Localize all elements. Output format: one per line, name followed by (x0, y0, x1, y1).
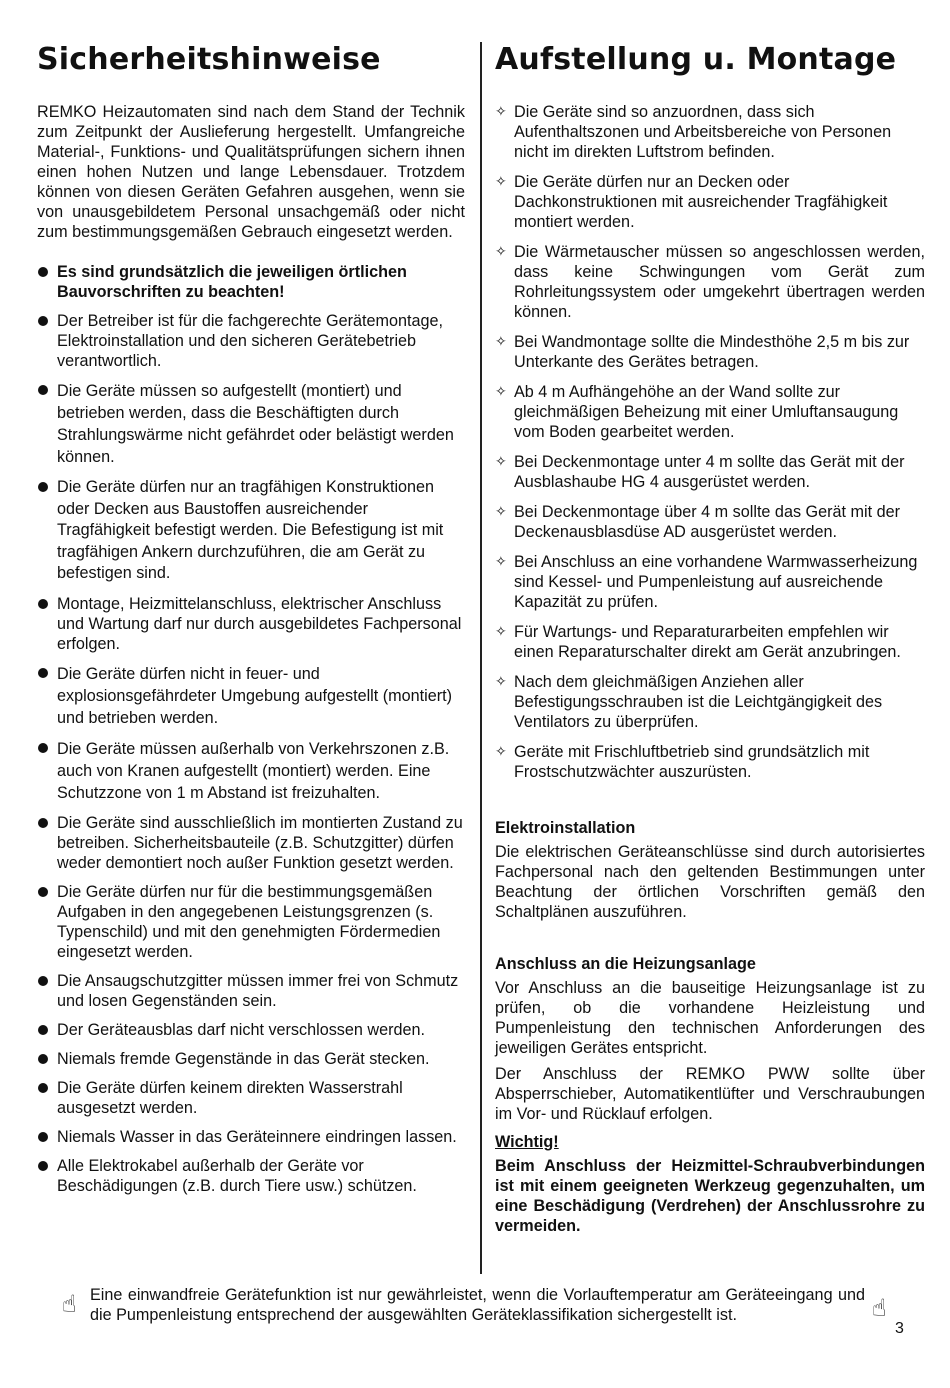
star-bullet-icon: ✧ (495, 104, 507, 120)
star-bullet-icon: ✧ (495, 554, 507, 570)
bullet-dot-icon (38, 887, 48, 897)
list-item: ✧ Bei Deckenmontage über 4 m sollte das Gerät mit der Deckenausblasdüse AD ausgerüstet werden. (495, 503, 900, 541)
list-item: Die Geräte müssen außerhalb von Verkehrszonen z.B. auch von Kranen aufgestellt (montiert) werden. Eine Schutzzone von 1 m Abstand ist freizuhalten. (37, 738, 465, 804)
safety-title: Sicherheitshinweise (37, 42, 381, 77)
star-bullet-icon: ✧ (495, 454, 507, 470)
installation-list (495, 102, 925, 782)
pointing-hand-icon: ☝ (62, 1290, 77, 1318)
pointing-hand-icon: ☝ (872, 1294, 887, 1322)
list-item: Montage, Heizmittelanschluss, elektrischer Anschluss und Wartung darf nur durch ausgebildetes Fachpersonal erfolgen. (37, 594, 465, 654)
elektro-text: Die elektrischen Geräteanschlüsse sind durch autorisiertes Fachpersonal nach den geltenden Bestimmungen unter Beachtung der örtlichen Vorschriften gemäß den Schaltplänen auszuführen. (495, 843, 925, 921)
bullet-dot-icon (38, 316, 48, 326)
anschluss-text-2: Der Anschluss der REMKO PWW sollte über Absperrschieber, Automatikentlüfter und Verschraubungen im Vor- und Rücklauf erfolgen. (495, 1065, 925, 1123)
list-item: Die Geräte dürfen nur für die bestimmungsgemäßen Aufgaben in den angegebenen Leistungsgrenzen (s. Typenschild) und mit den genehmigten Fördermedien eingesetzt werden. (37, 882, 465, 962)
bullet-dot-icon (38, 743, 48, 753)
wichtig-text: Beim Anschluss der Heizmittel-Schraubverbindungen ist mit einem geeigneten Werkzeug gegenzuhalten, um eine Beschädigung (Verdrehen) der Anschlussrohre zu vermeiden. (495, 1157, 925, 1235)
bullet-dot-icon (38, 482, 48, 492)
list-item: Der Betreiber ist für die fachgerechte Gerätemontage, Elektroinstallation und den sicheren Gerätebetrieb verantwortlich. (37, 311, 465, 371)
star-bullet-icon: ✧ (495, 334, 507, 350)
footer-note: Eine einwandfreie Gerätefunktion ist nur gewährleistet, wenn die Vorlauftemperatur am Geräteeingang und die Pumpenleistung entsprechend der ausgewählten Geräteklassifikation sichergestellt ist. (90, 1286, 865, 1324)
list-item: Die Ansaugschutzgitter müssen immer frei von Schmutz und losen Gegenständen sein. (37, 971, 465, 1011)
bullet-dot-icon (38, 1054, 48, 1064)
list-item: ✧ Bei Wandmontage sollte die Mindesthöhe 2,5 m bis zur Unterkante des Gerätes betragen. (495, 333, 910, 371)
list-item: Die Geräte dürfen nur an tragfähigen Konstruktionen oder Decken aus Baustoffen ausreichender Tragfähigkeit befestigt werden. Die Befestigung ist mit tragfähigen Ankern durchzuführen, die am Gerät zu befestigen sind. (37, 477, 465, 585)
bullet-dot-icon (38, 976, 48, 986)
bullet-dot-icon (38, 1083, 48, 1093)
bullet-dot-icon (38, 818, 48, 828)
safety-intro: REMKO Heizautomaten sind nach dem Stand der Technik zum Zeitpunkt der Auslieferung hergestellt. Umfangreiche Material-, Funktions- und Qualitätsprüfungen sichern ihnen einen hohen Nutzen und lange Lebensdauer. Trotzdem können von diesen Geräten Gefahren ausgehen, wenn sie von unausgebildetem Personal unsachgemäß oder nicht zum bestimmungsgemäßen Gebrauch eingesetzt werden. (37, 103, 465, 241)
list-item: Die Geräte dürfen nicht in feuer- und explosionsgefährdeter Umgebung aufgestellt (montiert) und betrieben werden. (37, 663, 465, 729)
list-item: Alle Elektrokabel außerhalb der Geräte vor Beschädigungen (z.B. durch Tiere usw.) schützen. (37, 1156, 465, 1196)
star-bullet-icon: ✧ (495, 744, 507, 760)
star-bullet-icon: ✧ (495, 674, 507, 690)
anschluss-heading: Anschluss an die Heizungsanlage (495, 955, 756, 973)
bullet-dot-icon (38, 385, 48, 395)
list-item: Es sind grundsätzlich die jeweiligen örtlichen Bauvorschriften zu beachten! (37, 262, 465, 302)
elektro-heading: Elektroinstallation (495, 819, 636, 837)
bullet-dot-icon (38, 267, 48, 277)
installation-title: Aufstellung u. Montage (495, 42, 897, 77)
star-bullet-icon: ✧ (495, 384, 507, 400)
list-item: ✧ Ab 4 m Aufhängehöhe an der Wand sollte zur gleichmäßigen Beheizung mit einer Umluftansaugung vom Boden gearbeitet werden. (495, 383, 899, 441)
page-number: 3 (895, 1320, 904, 1337)
list-item: ✧ Geräte mit Frischluftbetrieb sind grundsätzlich mit Frostschutzwächter auszurüsten. (495, 743, 870, 781)
wichtig-heading: Wichtig! (495, 1133, 559, 1151)
list-item: Niemals fremde Gegenstände in das Gerät stecken. (37, 1049, 465, 1069)
list-item: ✧ Die Geräte sind so anzuordnen, dass sich Aufenthaltszonen und Arbeitsbereiche von Personen nicht im direkten Luftstrom befinden. (495, 103, 892, 161)
list-item: Die Geräte dürfen keinem direkten Wasserstrahl ausgesetzt werden. (37, 1078, 465, 1118)
list-item: ✧ Die Wärmetauscher müssen so angeschlossen werden, dass keine Schwingungen vom Gerät zum Rohrleitungssystem oder umgekehrt übertragen werden können. (495, 243, 925, 321)
list-item: Niemals Wasser in das Geräteinnere eindringen lassen. (37, 1127, 465, 1147)
bullet-dot-icon (38, 1161, 48, 1171)
star-bullet-icon: ✧ (495, 174, 507, 190)
anschluss-text-1: Vor Anschluss an die bauseitige Heizungsanlage ist zu prüfen, ob die vorhandene Heizleistung und Pumpenleistung den technischen Anforderungen des jeweiligen Gerätes entspricht. (495, 979, 925, 1057)
bullet-dot-icon (38, 1132, 48, 1142)
list-item: ✧ Die Geräte dürfen nur an Decken oder Dachkonstruktionen mit ausreichender Tragfähigkeit montiert werden. (495, 173, 888, 231)
safety-list (37, 262, 465, 1196)
star-bullet-icon: ✧ (495, 504, 507, 520)
bullet-dot-icon (38, 1025, 48, 1035)
list-item: Die Geräte müssen so aufgestellt (montiert) und betrieben werden, dass die Beschäftigten durch Strahlungswärme nicht gefährdet oder belästigt werden können. (37, 380, 465, 468)
star-bullet-icon: ✧ (495, 244, 507, 260)
list-item: ✧ Bei Deckenmontage unter 4 m sollte das Gerät mit der Ausblashaube HG 4 ausgerüstet werden. (495, 453, 905, 491)
bullet-dot-icon (38, 668, 48, 678)
list-item: Die Geräte sind ausschließlich im montierten Zustand zu betreiben. Sicherheitsbauteile (z.B. Schutzgitter) dürfen weder demontiert noch außer Funktion gesetzt werden. (37, 813, 465, 873)
star-bullet-icon: ✧ (495, 624, 507, 640)
column-divider (480, 42, 482, 1274)
list-item: ✧ Für Wartungs- und Reparaturarbeiten empfehlen wir einen Reparaturschalter direkt am Gerät anzubringen. (495, 623, 901, 661)
right-column (495, 40, 925, 1236)
list-item: ✧ Nach dem gleichmäßigen Anziehen aller Befestigungsschrauben ist die Leichtgängigkeit des Ventilators zu überprüfen. (495, 673, 883, 731)
bullet-dot-icon (38, 599, 48, 609)
list-item: ✧ Bei Anschluss an eine vorhandene Warmwasserheizung sind Kessel- und Pumpenleistung auf ausreichende Kapazität zu prüfen. (495, 553, 918, 611)
left-column (37, 40, 465, 1205)
list-item: Der Geräteausblas darf nicht verschlossen werden. (37, 1020, 465, 1040)
